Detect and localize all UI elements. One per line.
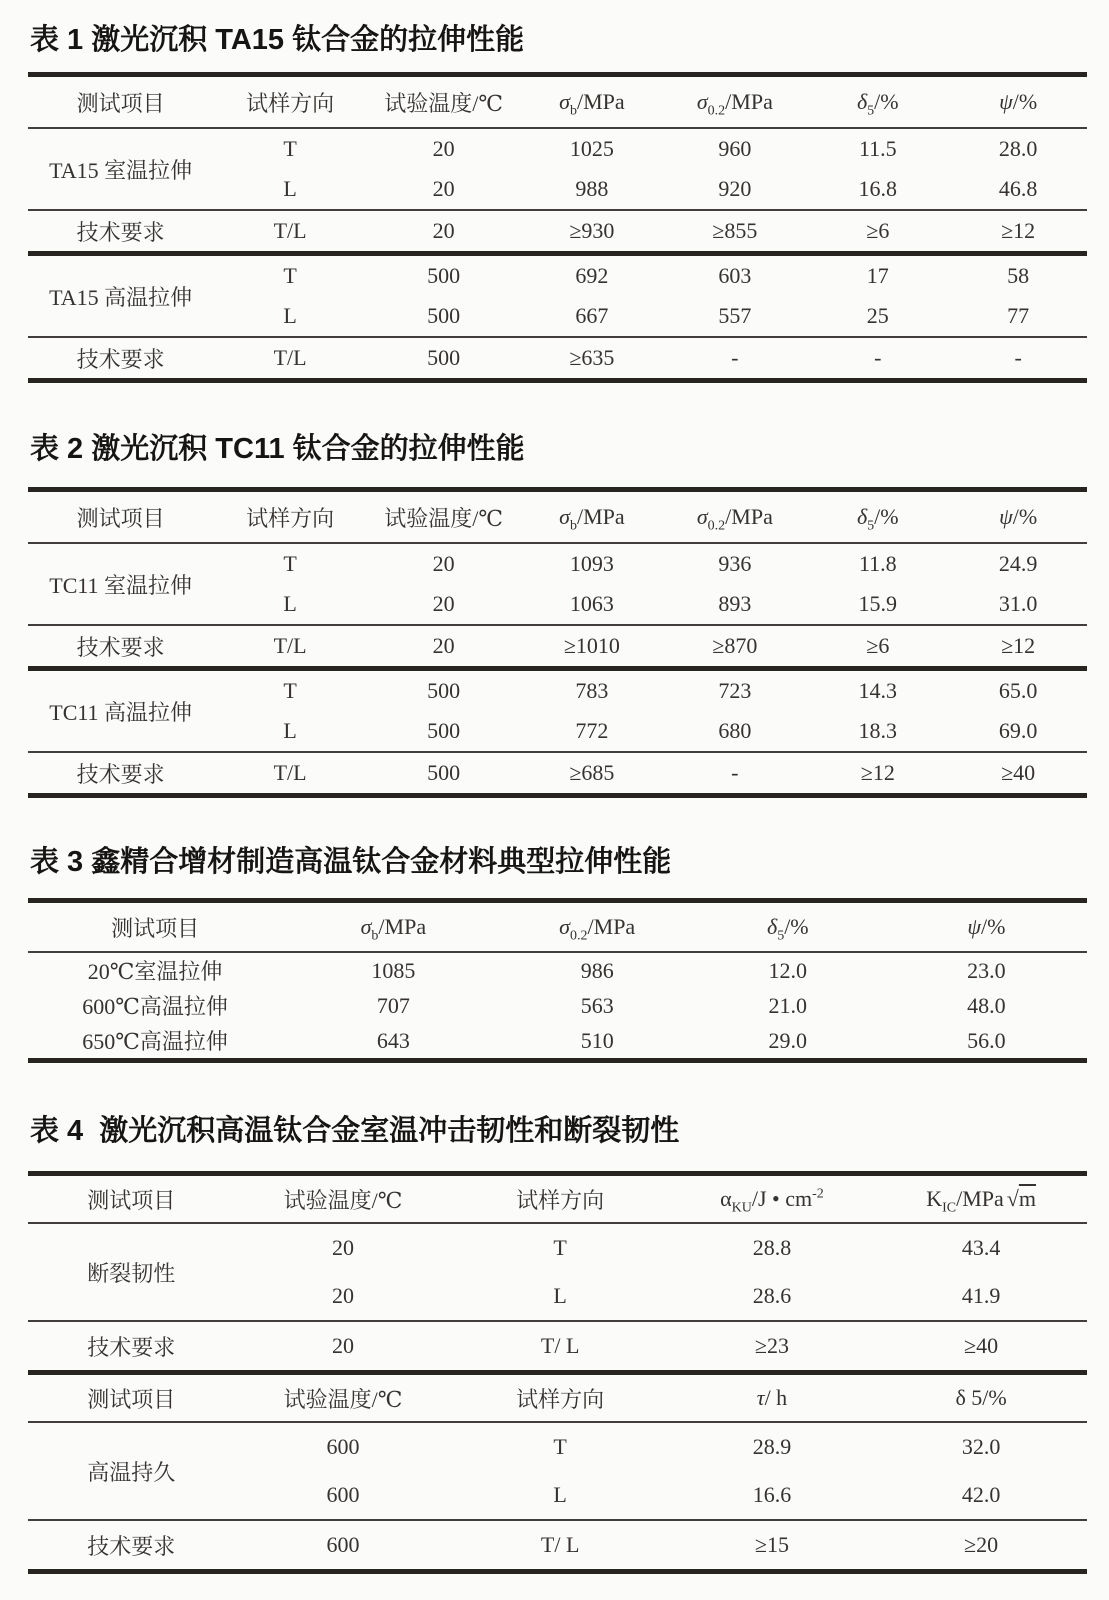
table-cell: 16.8 [858,176,898,201]
table-cell: L [283,176,297,201]
table-cell: ≥15 [754,1532,789,1557]
col-header-psi: ψ/% [999,504,1038,529]
table-cell: ≥870 [712,633,758,658]
table-cell: 20 [332,1333,355,1358]
table-cell: T/L [273,633,307,658]
table-cell: 643 [376,1027,410,1053]
col-header-specimen-direction: 试样方向 [246,505,335,531]
table-cell: 20 [432,551,455,576]
table-cell: 20 [432,136,455,161]
table-cell: T [283,263,297,288]
table-row-requirement [28,625,1087,669]
table-4 [28,1171,1087,1574]
table-cell: 960 [718,136,752,161]
col-header-test-item: 测试项目 [76,505,165,531]
col-header-k-ic: $K_{IC}$/MPa √m [926,1186,1036,1216]
table-cell: T/L [273,218,307,243]
table-cell: ≥12 [860,760,895,785]
col-header-test-temperature: 试验温度/℃ [283,1386,403,1412]
table-cell: L [553,1482,567,1507]
table-3-title: 表 3 鑫精合增材制造高温钛合金材料典型拉伸性能 [30,846,672,878]
table-row-requirement [28,1321,1087,1373]
col-header-specimen-direction: 试样方向 [246,90,335,116]
table-cell: L [283,591,297,616]
table-row [28,1422,1087,1471]
table-cell: 20 [432,633,455,658]
table-cell: - [731,345,739,370]
table-cell: 14.3 [858,678,898,703]
table-row-requirement [28,1520,1087,1572]
table-row [28,1023,1087,1061]
col-header-specimen-direction: 试样方向 [516,1187,605,1213]
table-cell: ≥685 [569,760,615,785]
table-cell: 56.0 [967,1027,1006,1053]
row-group-label: 断裂韧性 [87,1260,176,1286]
table-cell: 28.8 [752,1235,792,1260]
table-cell: ≥40 [1001,760,1036,785]
row-group-label: TC11 室温拉伸 [49,572,193,598]
table-cell: L [283,718,297,743]
table-cell: T/L [273,345,307,370]
col-header-delta-5: $\delta_5/\%$ [856,504,899,534]
table-cell: 17 [866,263,889,288]
table-cell: 46.8 [998,176,1038,201]
table-2 [28,487,1087,798]
table-row [28,254,1087,297]
table-cell: 600 [326,1482,360,1507]
row-label: 600℃高温拉伸 [82,994,228,1019]
table-cell: 783 [575,678,609,703]
table-cell: - [1014,345,1022,370]
col-header-test-item: 测试项目 [76,90,165,116]
table-cell: 12.0 [768,957,808,983]
row-label-technical-requirement: 技术要求 [87,1334,176,1360]
table-cell: 500 [427,345,461,370]
table-3-header-row [28,901,1087,953]
table-cell: T [553,1434,567,1459]
table-cell: 986 [580,957,614,983]
col-header-delta-5: $\delta_5/\%$ [856,89,899,119]
table-cell: 65.0 [998,678,1038,703]
table-cell: 510 [580,1027,614,1053]
row-group-label: TC11 高温拉伸 [49,699,193,725]
col-header-alpha-ku: $\alpha_{KU}/J$ • $cm^{-2}$ [720,1186,824,1216]
col-header-sigma-0-2: $\sigma_{0.2}$/MPa [696,504,773,534]
table-cell: 23.0 [967,957,1006,983]
table-cell: T/L [273,760,307,785]
col-header-sigma-b: $\sigma_b$/MPa [360,914,427,944]
table-cell: 21.0 [768,992,808,1018]
table-cell: 28.6 [752,1283,792,1308]
table-cell: 32.0 [961,1434,1001,1459]
table-cell: ≥635 [569,345,615,370]
table-cell: 28.9 [752,1434,792,1459]
table-cell: 500 [427,678,461,703]
col-header-psi: ψ/% [999,89,1038,114]
table-cell: 11.5 [858,136,897,161]
table-row [28,988,1087,1023]
col-header-sigma-b: $\sigma_b$/MPa [559,89,625,119]
table-row [28,128,1087,169]
table-cell: 16.6 [752,1482,792,1507]
table-cell: T [283,551,297,576]
table-cell: T [553,1235,567,1260]
col-header-test-item: 测试项目 [87,1386,176,1412]
table-cell: 936 [718,551,752,576]
col-header-test-item: 测试项目 [111,915,200,941]
table-cell: - [874,345,882,370]
table-cell: 69.0 [998,718,1038,743]
row-label: 650℃高温拉伸 [82,1029,228,1054]
row-label-technical-requirement: 技术要求 [87,1533,176,1559]
table-cell: ≥40 [964,1333,999,1358]
table-cell: 43.4 [961,1235,1001,1260]
table-cell: T [283,136,297,161]
col-header-sigma-b: $\sigma_b$/MPa [559,504,625,534]
table-cell: 48.0 [967,992,1006,1018]
table-row [28,952,1087,988]
col-header-test-temperature: 试验温度/℃ [384,90,503,116]
table-row-requirement [28,337,1087,381]
table-cell: T/ L [540,1532,580,1557]
table-row [28,1223,1087,1272]
table-row-requirement [28,752,1087,796]
table-cell: 42.0 [961,1482,1001,1507]
table-cell: 1085 [371,957,416,983]
col-header-specimen-direction: 试样方向 [516,1386,605,1412]
table-cell: ≥855 [712,218,758,243]
table-1-title: 表 1 激光沉积 TA15 钛合金的拉伸性能 [30,24,525,56]
table-cell: T/ L [540,1333,580,1358]
table-cell: 11.8 [858,551,897,576]
table-cell: 20 [432,176,455,201]
table-1 [28,72,1087,383]
table-cell: 1063 [569,591,614,616]
table-cell: 603 [718,263,752,288]
table-cell: 58 [1007,263,1030,288]
col-header-test-temperature: 试验温度/℃ [283,1187,403,1213]
row-label-technical-requirement: 技术要求 [76,219,165,245]
table-cell: 20 [432,218,455,243]
table-cell: L [283,303,297,328]
table-cell: 988 [575,176,609,201]
row-group-label: TA15 室温拉伸 [49,157,193,183]
row-label-technical-requirement: 技术要求 [76,346,165,372]
row-label-technical-requirement: 技术要求 [76,761,165,787]
table-cell: 1093 [569,551,614,576]
table-2-title: 表 2 激光沉积 TC11 钛合金的拉伸性能 [30,433,525,465]
table-cell: 31.0 [998,591,1038,616]
table-cell: 20 [332,1235,355,1260]
table-cell: 500 [427,718,461,743]
table-3 [28,898,1087,1063]
table-cell: 15.9 [858,591,898,616]
table-cell: T [283,678,297,703]
table-cell: 1025 [569,136,614,161]
table-cell: 500 [427,263,461,288]
table-cell: 500 [427,303,461,328]
col-header-sigma-0-2: $\sigma_{0.2}$/MPa [696,89,773,119]
table-cell: 692 [575,263,609,288]
table-cell: 557 [718,303,752,328]
col-header-test-temperature: 试验温度/℃ [384,505,503,531]
table-row-requirement [28,210,1087,254]
col-header-delta-5: δ 5/% [955,1385,1007,1410]
row-label: 20℃室温拉伸 [87,959,223,984]
table-cell: ≥6 [866,633,890,658]
table-cell: 25 [866,303,889,328]
col-header-psi: ψ/% [967,914,1006,939]
table-cell: ≥20 [964,1532,999,1557]
table-2-header-row [28,490,1087,544]
col-header-tau: τ/ h [756,1385,788,1410]
table-cell: 500 [427,760,461,785]
row-group-label: 高温持久 [87,1459,176,1485]
table-cell: 893 [718,591,752,616]
table-cell: ≥930 [569,218,615,243]
col-header-delta-5: $\delta_5/\%$ [766,914,809,944]
table-cell: ≥12 [1001,218,1036,243]
table-4-header-row-b [28,1373,1087,1423]
table-cell: - [731,760,739,785]
table-4-header-row-a [28,1174,1087,1224]
table-cell: 707 [376,992,410,1018]
table-cell: ≥23 [754,1333,789,1358]
table-cell: 680 [718,718,752,743]
table-cell: 18.3 [858,718,898,743]
row-group-label: TA15 高温拉伸 [49,284,193,310]
table-1-header-row [28,75,1087,129]
table-row [28,543,1087,584]
table-cell: 667 [575,303,609,328]
row-label-technical-requirement: 技术要求 [76,634,165,660]
table-cell: ≥12 [1001,633,1036,658]
table-cell: 29.0 [768,1027,808,1053]
table-4-title: 表 4 激光沉积高温钛合金室温冲击韧性和断裂韧性 [30,1115,680,1147]
table-cell: 41.9 [961,1283,1001,1308]
table-cell: L [553,1283,567,1308]
table-row [28,669,1087,712]
table-cell: 20 [332,1283,355,1308]
table-cell: 920 [718,176,752,201]
table-cell: 24.9 [998,551,1038,576]
table-cell: ≥6 [866,218,890,243]
table-cell: 600 [326,1532,360,1557]
col-header-test-item: 测试项目 [87,1187,176,1213]
table-cell: 723 [718,678,752,703]
table-cell: 28.0 [998,136,1038,161]
table-cell: ≥1010 [563,633,620,658]
table-cell: 563 [580,992,614,1018]
table-cell: 77 [1007,303,1030,328]
table-cell: 772 [575,718,609,743]
col-header-sigma-0-2: $\sigma_{0.2}$/MPa [559,914,636,944]
table-cell: 20 [432,591,455,616]
table-cell: 600 [326,1434,360,1459]
